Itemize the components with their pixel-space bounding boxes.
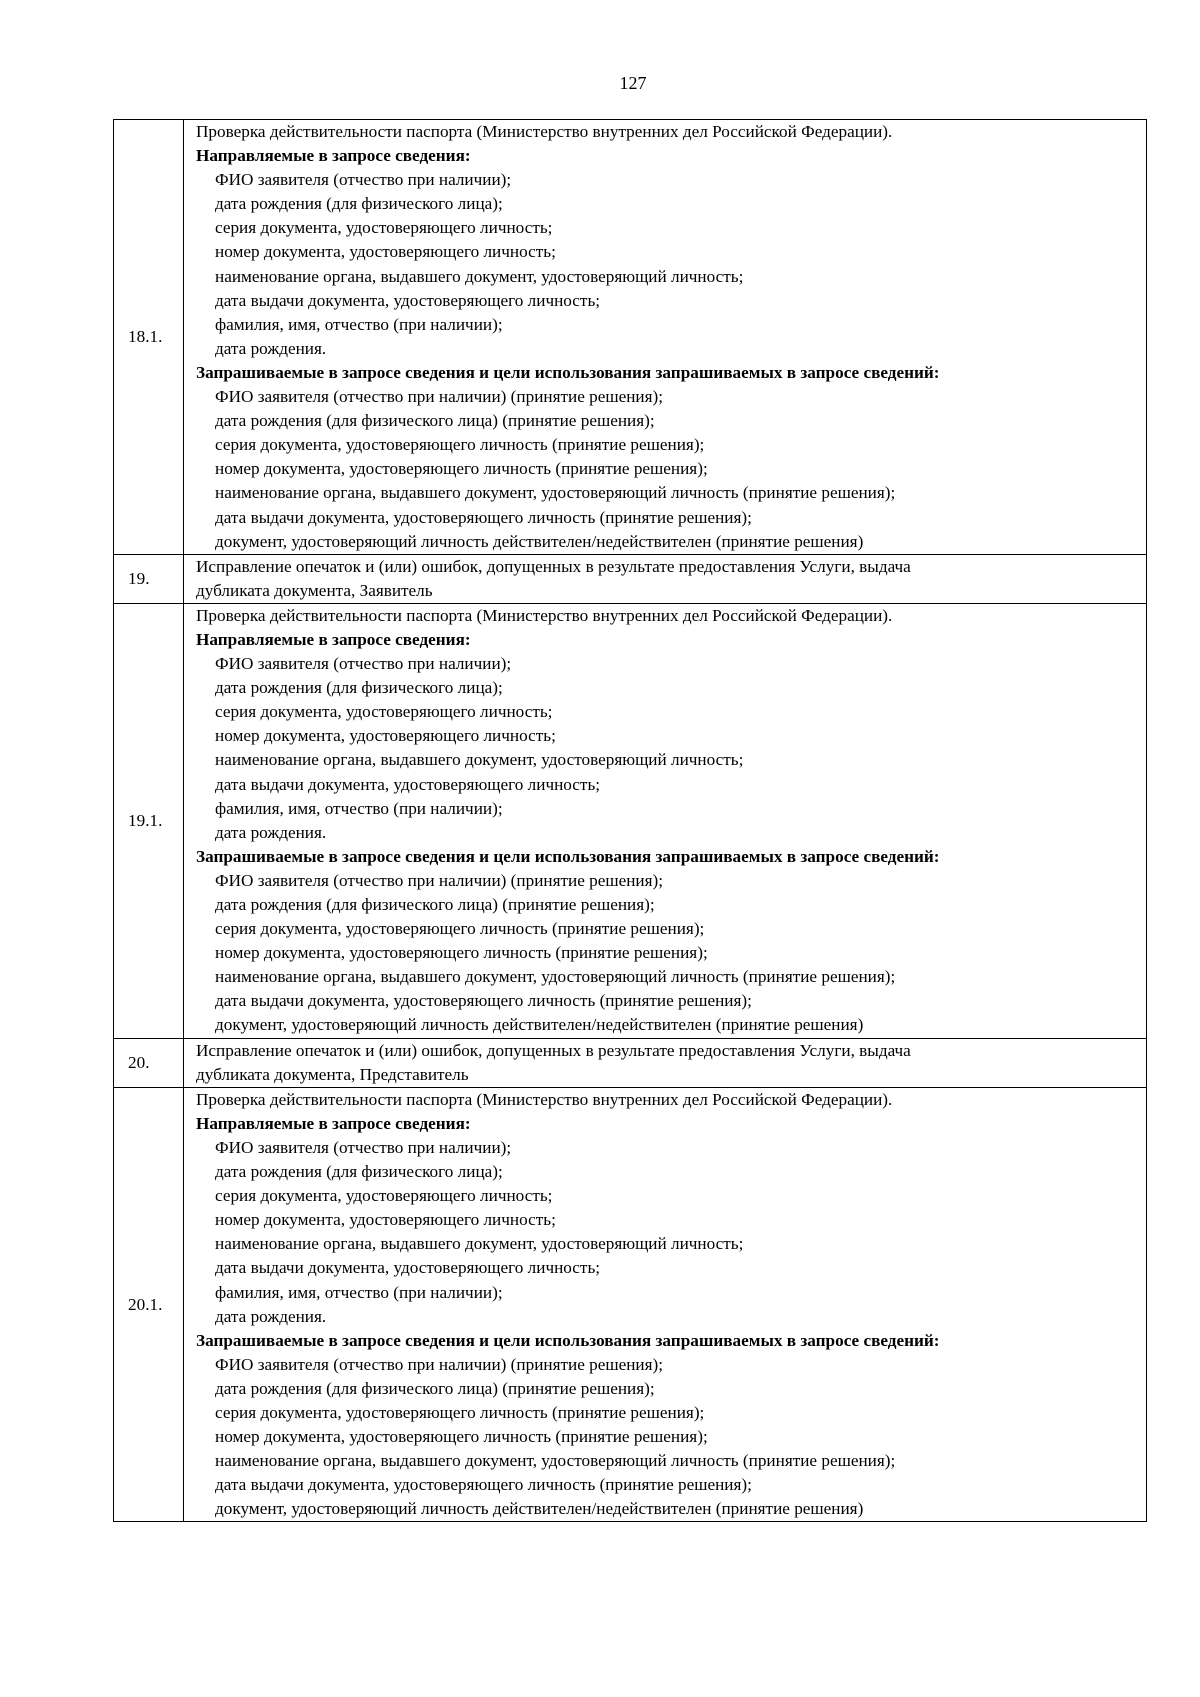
list-item: дата рождения (для физического лица); [215,1162,503,1182]
list-item: номер документа, удостоверяющего личность (принятие решения); [215,459,708,479]
services-table [113,119,1147,1522]
list-item: номер документа, удостоверяющего личность; [215,242,556,262]
list-item: фамилия, имя, отчество (при наличии); [215,798,503,818]
sent-heading: Направляемые в запросе сведения: [196,146,471,166]
list-item: дата рождения (для физического лица) (принятие решения); [215,1378,655,1398]
list-item: дата выдачи документа, удостоверяющего личность; [215,290,601,310]
row-number: 20.1. [114,1087,184,1522]
list-item: наименование органа, выдавшего документ, удостоверяющий личность (принятие решения); [215,483,896,503]
list-item: ФИО заявителя (отчество при наличии) (принятие решения); [215,387,664,407]
list-item: фамилия, имя, отчество (при наличии); [215,314,503,334]
list-item: наименование органа, выдавшего документ, удостоверяющий личность; [215,266,744,286]
list-item: серия документа, удостоверяющего личность (принятие решения); [215,1402,705,1422]
list-item: дата рождения (для физического лица) (принятие решения); [215,411,655,431]
list-item: дата рождения (для физического лица) (принятие решения); [215,895,655,914]
table-row [114,1087,1147,1522]
table-row [114,1038,1147,1087]
list-item: ФИО заявителя (отчество при наличии); [215,170,512,190]
list-item: ФИО заявителя (отчество при наличии); [215,1137,512,1157]
service-title-line: Исправление опечаток и (или) ошибок, допущенных в результате предоставления Услуги, выдача [196,1040,911,1060]
list-item: серия документа, удостоверяющего личность; [215,702,553,722]
row-content [184,120,1147,555]
row-content [184,554,1147,603]
list-item: серия документа, удостоверяющего личность (принятие решения); [215,919,705,939]
list-item: документ, удостоверяющий личность действителен/недействителен (принятие решения) [215,1499,864,1519]
sent-heading: Направляемые в запросе сведения: [196,1113,471,1133]
list-item: номер документа, удостоверяющего личность; [215,726,556,746]
row-number: 19. [114,554,184,603]
intro-text: Проверка действительности паспорта (Министерство внутренних дел Российской Федерации). [196,122,893,141]
list-item: дата выдачи документа, удостоверяющего личность (принятие решения); [215,991,752,1011]
list-item: номер документа, удостоверяющего личность (принятие решения); [215,943,708,963]
list-item: номер документа, удостоверяющего личность (принятие решения); [215,1427,708,1447]
list-item: дата рождения. [215,338,327,358]
list-item: номер документа, удостоверяющего личность; [215,1210,556,1230]
list-item: дата рождения (для физического лица); [215,678,503,698]
row-content [184,603,1147,1038]
list-item: дата рождения. [215,1306,327,1326]
service-title-line: Исправление опечаток и (или) ошибок, допущенных в результате предоставления Услуги, выдача [196,556,911,576]
list-item: дата выдачи документа, удостоверяющего личность; [215,774,601,794]
list-item: фамилия, имя, отчество (при наличии); [215,1282,503,1302]
requested-heading: Запрашиваемые в запросе сведения и цели использования запрашиваемых в запросе сведений: [196,362,940,382]
list-item: документ, удостоверяющий личность действителен/недействителен (принятие решения) [215,1015,864,1035]
list-item: серия документа, удостоверяющего личность; [215,1186,553,1206]
row-content [184,1087,1147,1522]
intro-text: Проверка действительности паспорта (Министерство внутренних дел Российской Федерации). [196,605,893,625]
requested-heading: Запрашиваемые в запросе сведения и цели использования запрашиваемых в запросе сведений: [196,1330,940,1350]
intro-text: Проверка действительности паспорта (Министерство внутренних дел Российской Федерации). [196,1089,893,1109]
table-row [114,554,1147,603]
list-item: дата рождения. [215,822,327,842]
row-number: 20. [114,1038,184,1087]
list-item: наименование органа, выдавшего документ, удостоверяющий личность; [215,1234,744,1254]
list-item: ФИО заявителя (отчество при наличии); [215,654,512,674]
sent-heading: Направляемые в запросе сведения: [196,629,471,649]
list-item: дата рождения (для физического лица); [215,194,503,214]
list-item: наименование органа, выдавшего документ, удостоверяющий личность; [215,750,744,770]
list-item: наименование органа, выдавшего документ, удостоверяющий личность (принятие решения); [215,967,896,987]
list-item: дата выдачи документа, удостоверяющего личность (принятие решения); [215,507,752,527]
row-number: 19.1. [114,603,184,1038]
row-number: 18.1. [114,120,184,555]
list-item: дата выдачи документа, удостоверяющего личность; [215,1258,601,1278]
table-row [114,603,1147,1038]
service-title-line: дубликата документа, Представитель [196,1064,469,1084]
list-item: ФИО заявителя (отчество при наличии) (принятие решения); [215,1354,664,1374]
service-title-line: дубликата документа, Заявитель [196,580,433,600]
list-item: документ, удостоверяющий личность действителен/недействителен (принятие решения) [215,531,864,551]
list-item: наименование органа, выдавшего документ, удостоверяющий личность (принятие решения); [215,1451,896,1471]
list-item: серия документа, удостоверяющего личность (принятие решения); [215,435,705,455]
requested-heading: Запрашиваемые в запросе сведения и цели использования запрашиваемых в запросе сведений: [196,846,940,866]
list-item: серия документа, удостоверяющего личность; [215,218,553,238]
list-item: дата выдачи документа, удостоверяющего личность (принятие решения); [215,1475,752,1495]
table-row [114,120,1147,555]
row-content [184,1038,1147,1087]
list-item: ФИО заявителя (отчество при наличии) (принятие решения); [215,870,664,890]
page-number: 127 [619,73,647,93]
